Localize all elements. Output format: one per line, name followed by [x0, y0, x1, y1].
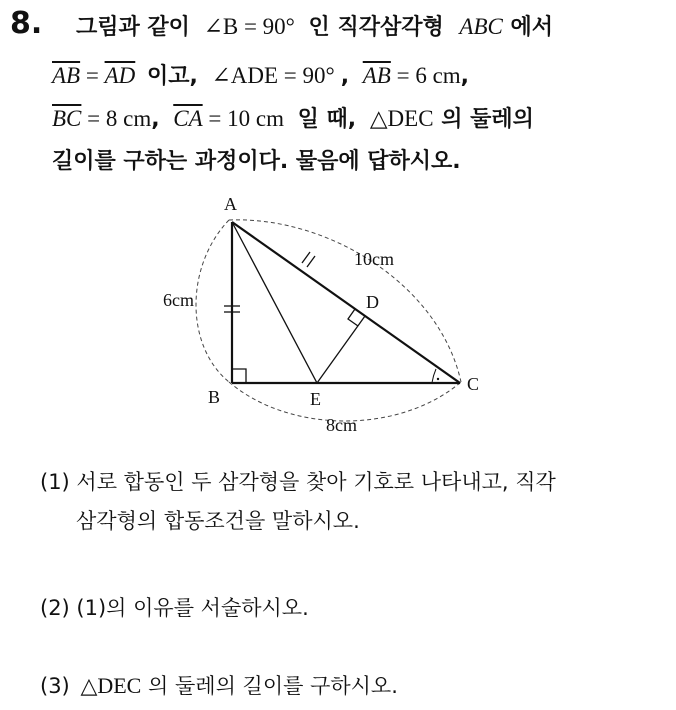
stem-line-2 [52, 59, 469, 90]
subquestion-1-text-cont: 삼각형의 합동조건을 말하시오. [76, 509, 360, 533]
triangle-dec: △DEC [369, 106, 434, 131]
length-ca-label: 10cm [354, 249, 394, 269]
stem-line-1 [76, 10, 553, 41]
tick-ad-1 [302, 252, 310, 263]
vertex-d-label: D [366, 292, 379, 312]
subquestion-3-number: (3) [40, 674, 70, 698]
stem-text: , [340, 64, 350, 89]
stem-text: 일 때, [297, 107, 357, 132]
subquestion-3-text: 의 둘레의 길이를 구하시오. [148, 674, 398, 698]
triangle-dec-ref: △DEC [80, 673, 142, 698]
triangle-abc: ABC [459, 14, 503, 39]
stem-text: 인 직각삼각형 [308, 15, 444, 40]
subquestion-3 [40, 670, 398, 700]
segment-ab-length: $\overline{AB}$ [362, 63, 391, 88]
vertex-b-label: B [208, 387, 221, 407]
triangle-figure [0, 186, 676, 446]
vertex-e-label: E [310, 389, 321, 409]
stem-text: , [151, 107, 160, 132]
segment-ca: $\overline{CA}$ [173, 106, 203, 131]
vertex-c-label: C [467, 374, 480, 394]
angle-ade-condition: ∠ADE = 90° [211, 63, 335, 88]
subquestion-1-text: (1) 서로 합동인 두 삼각형을 찾아 기호로 나타내고, 직각 [40, 470, 556, 494]
tick-ad-2 [307, 256, 315, 267]
question-number: 8. [10, 6, 43, 41]
vertex-a-label: A [224, 194, 237, 214]
angle-c-mark [432, 369, 436, 383]
stem-text: 에서 [510, 15, 554, 40]
length-bc-label: 8cm [326, 415, 357, 435]
ca-value: = 10 cm [202, 106, 284, 131]
segment-ae [232, 222, 317, 383]
equals-sign: = [80, 63, 105, 88]
right-angle-b-mark [232, 369, 246, 383]
segment-ab: $\overline{AB}$ [52, 63, 81, 88]
angle-c-dot [437, 378, 439, 380]
stem-text: 이고, [146, 64, 198, 89]
right-angle-d-mark [348, 309, 358, 326]
ab-value: = 6 cm [390, 63, 461, 88]
subquestion-1-line-2 [76, 505, 360, 535]
arc-ab [196, 220, 229, 382]
subquestion-1-line-1 [40, 466, 556, 496]
stem-line-3 [52, 102, 534, 133]
length-ab-label: 6cm [163, 290, 194, 310]
segment-bc: $\overline{BC}$ [52, 106, 82, 131]
bc-value: = 8 cm [81, 106, 152, 131]
stem-text: 그림과 같이 [76, 15, 190, 40]
stem-line-4 [52, 144, 461, 175]
stem-text: 의 둘레의 [441, 107, 534, 132]
segment-ad: $\overline{AD}$ [104, 63, 136, 88]
stem-text: , [460, 64, 470, 89]
stem-text: 길이를 구하는 과정이다. 물음에 답하시오. [52, 149, 461, 174]
subquestion-2 [40, 592, 309, 622]
subquestion-2-text: (2) (1)의 이유를 서술하시오. [40, 596, 309, 620]
angle-b-condition: ∠B = 90° [203, 14, 295, 39]
